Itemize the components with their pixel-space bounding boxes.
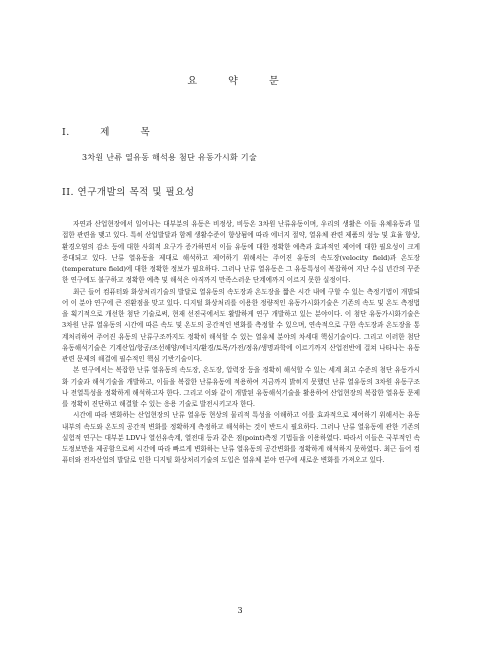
- page-number: 3: [237, 606, 243, 615]
- paragraph: 시간에 따라 변화하는 산업현장의 난류 열유동 현상의 물리적 특성을 이해하고 이를 효과적으로 제어하기 위해서는 유동내부의 속도와 온도의 공간적 변화를 정확하게 측정하고 해석하는 것이 반드시 필요하다. 그러나 난류 열유동에 관한 기존의 실험적 연구는 대부분 LDV나 열선유속계, 열전대 등과 같은 점(point)측정 기법들을 이용하였다. 따라서 이들은 국부적인 속도정보만을 제공함으로써 시간에 따라 빠르게 변화하는 난류 열유동의 공간변화를 정확하게 해석하지 못하였다. 최근 들어 컴퓨터와 전자산업의 발달로 인한 디지털 화상처리기술의 도입은 열유체 분야 연구에 새로운 변화를 가져오고 있다.: [62, 411, 420, 465]
- body-text: [62, 219, 420, 467]
- paragraph: 자연과 산업현장에서 일어나는 대부분의 유동은 비정상, 비등온 3차원 난류유동이며, 우리의 생활은 이들 유체유동과 밀접한 관련을 맺고 있다. 특히 산업발달과 함께 생활수준이 향상됨에 따라 에너지 절약, 열유체 관련 제품의 성능 및 효율 향상, 환경오염의 감소 등에 대한 사회적 요구가 증가하면서 이들 유동에 대한 정확한 예측과 효과적인 제어에 대한 필요성이 크게 증대되고 있다. 난류 열유동을 제대로 해석하고 제어하기 위해서는 주어진 유동의 속도장(velocity field)과 온도장(temperature field)에 대한 정확한 정보가 필요하다. 그러나 난류 열유동은 그 유동특성이 복잡하여 지난 수십 년간의 꾸준한 연구에도 불구하고 정확한 예측 및 해석은 아직까지 만족스러운 단계에까지 이르지 못한 실정이다.: [62, 220, 420, 285]
- section-heading-title: [62, 124, 164, 138]
- section-number: II: [62, 187, 71, 198]
- research-subject: 3차원 난류 열유동 해석용 첨단 유동가시화 기술: [82, 153, 257, 162]
- paragraph: 본 연구에서는 복잡한 난류 열유동의 속도장, 온도장, 압력장 등을 정확히 해석할 수 있는 세계 최고 수준의 첨단 유동가시화 기술과 해석기술을 개발하고, 이들을 복잡한 난류유동에 적용하여 지금까지 밝히지 못했던 난류 열유동의 3차원 유동구조나 전열특성을 정확하게 해석하고자 한다. 그리고 이와 같이 개발된 유동해석기술을 활용하여 산업현장의 복잡한 열유동 문제를 정확히 진단하고 해결할 수 있는 응용 기술로 발전시키고자 한다.: [62, 366, 420, 408]
- section-title: . 제 목: [66, 127, 164, 138]
- paragraph: 최근 들어 컴퓨터와 화상처리기술의 발달로 열유동의 속도장과 온도장을 짧은 시간 내에 구할 수 있는 측정기법이 개발되어 이 분야 연구에 큰 진환점을 맞고 있다. 디지털 화상처리를 이용한 정량적인 유동가시화기술은 기존의 속도 및 온도 측정법을 획기적으로 개선한 첨단 기술로써, 현재 선진국에서도 활발하게 연구 개발하고 있는 분야이다. 이 첨단 유동가시화기술은 3차원 난류 열유동의 시간에 따른 속도 및 온도의 공간적인 변화를 측정할 수 있으며, 연속적으로 구한 속도장과 온도장을 통계처리하여 주어진 유동의 난류구조까지도 정확히 해석할 수 있는 열유체 분야의 차세대 핵심기술이다. 그리고 이러한 첨단 유동해석기술은 기계산업/항공/조선해양/에너지/환경/토목/가전/정유/생명과학에 이르기까지 산업전반에 걸쳐 나타나는 유동관련 문제의 해결에 필수적인 핵심 기반기술이다.: [62, 287, 420, 363]
- section-number: I: [62, 127, 67, 138]
- section-heading-purpose: [62, 184, 195, 198]
- section-title: . 연구개발의 목적 및 필요성: [70, 187, 195, 198]
- page-title: 요 약 문: [187, 76, 293, 87]
